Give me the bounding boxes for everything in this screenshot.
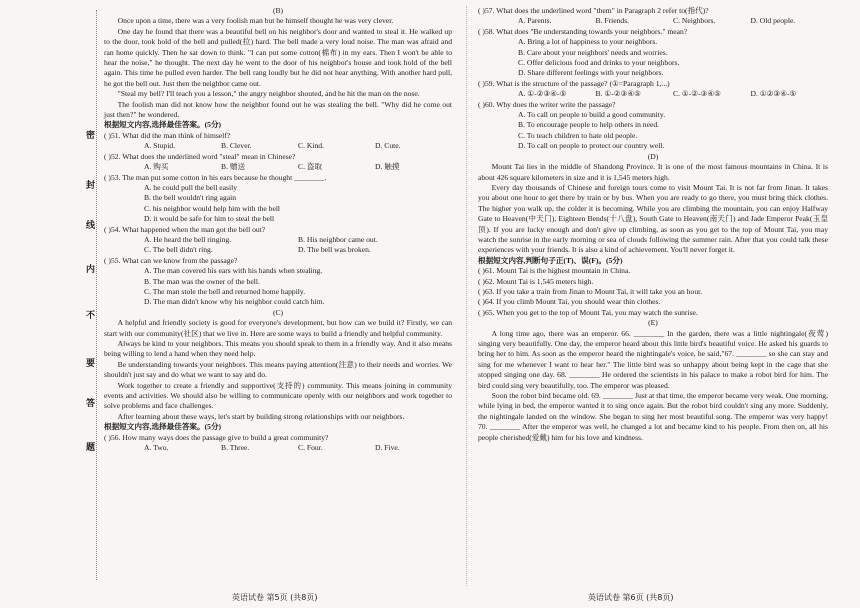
question-63[interactable]: ( )63. If you take a train from Jinan to Mount Tai, it will take you an hour. [478,286,703,296]
instruction-b: 根据短文内容,选择最佳答案。(5分) [104,120,222,130]
option[interactable]: C. Neighbors. [673,16,716,26]
passage-c-p3: Be understanding towards your neighbors. This means paying attention(注意) to their needs and worries. We shouldn't just say and do what we want to say and do. [104,359,452,380]
option[interactable]: D. The man didn't know why his neighbor could catch him. [144,297,325,307]
option[interactable]: C. 盗取 [298,162,323,172]
passage-c-p4: Work together to create a friendly and supportive(支持的) community. This means joining in community events and activities. We should also be willing to communicate openly with our neighbors and work together to solve problems and face challenges. [104,380,452,411]
passage-d-p1: Mount Tai lies in the middle of Shandong Province. It is one of the most famous mountains in China. It is about 426 square kilometers in size and it is 1,545 meters high. [478,162,828,182]
option[interactable]: A. To call on people to build a good community. [518,110,666,120]
options-54 [104,235,452,245]
gutter-char: 线 [86,221,96,231]
question-54: ( )54. What happened when the man got the bell out? [104,224,266,234]
option[interactable]: D. Five. [375,443,400,453]
options-56 [104,443,452,453]
page-footer-left: 英语试卷 第5页 (共8页) [232,593,318,602]
options-59 [478,89,828,99]
page-footer-right: 英语试卷 第6页 (共8页) [588,593,674,602]
option[interactable]: C. Kind. [298,141,324,151]
question-55: ( )55. What can we know from the passage? [104,255,238,265]
option[interactable]: B. The man was the owner of the bell. [144,276,260,286]
right-page [478,6,828,443]
question-52: ( )52. What does the underlined word "steal" mean in Chinese? [104,151,296,161]
question-61[interactable]: ( )61. Mount Tai is the highest mountain in China. [478,266,631,276]
page-divider [466,6,467,586]
instruction-d: 根据短文内容,判断句子正(T)、误(F)。(5分) [478,255,623,265]
option[interactable]: C. ①-②-③④⑤ [673,89,721,99]
question-65[interactable]: ( )65. When you get to the top of Mount Tai, you may watch the sunrise. [478,307,698,317]
passage-c-p2: Always be kind to your neighbors. This means you should speak to them in a friendly way. And it also means being willing to lend a hand when they need help. [104,339,452,359]
question-64[interactable]: ( )64. If you climb Mount Tai, you should wear thin clothes. [478,297,661,307]
option[interactable]: A. Parents. [518,16,552,26]
question-60: ( )60. Why does the writer write the passage? [478,99,616,109]
section-title-e: (E) [648,318,658,328]
option[interactable]: D. Cute. [375,141,401,151]
option[interactable]: C. Four. [298,443,323,453]
options-57 [478,16,828,26]
passage-e-p1: A long time ago, there was an emperor. 66. ________ In the garden, there was a little nightingale(夜莺) singing very beautifully. One day, the emperor heard about this little bird's beautiful voice. He asked his guards to bring her to him. As soon as the emperor heard the nightingale's voice, he said,"67. ________ so she can stay and sing for me whenever I want to hear her." The little bird was so unhappy about being kept in the cage that she stopped singing one day. 68. ________ He ordered the scientists in his palace to make a robot bird for him. The bird could sing very beautifully, too. The emperor was pleased. [478,328,828,390]
option[interactable]: D. 触摸 [375,162,400,172]
option[interactable]: B. To encourage people to help others in need. [518,120,660,130]
option[interactable]: D. Share different feelings with your neighbors. [518,68,664,78]
question-57: ( )57. What does the underlined word "them" in Paragraph 2 refer to(指代)? [478,6,709,15]
option[interactable]: D. Old people. [750,16,796,26]
option[interactable]: A. 购买 [144,162,169,172]
option[interactable]: B. His neighbor came out. [298,234,378,244]
gutter-char: 题 [86,443,96,453]
section-title-d: (D) [647,151,659,161]
options-54b [104,245,452,255]
gutter-char: 内 [86,265,96,275]
option[interactable]: A. Bring a lot of happiness to your neighbors. [518,37,658,47]
option[interactable]: A. Stupid. [144,141,176,151]
option[interactable]: B. Care about your neighbors' needs and worries. [518,47,668,57]
option[interactable]: B. the bell wouldn't ring again [144,193,237,203]
option[interactable]: D. ①②③④-⑤ [750,89,797,99]
option[interactable]: C. To teach children to hate old people. [518,130,638,140]
question-59: ( )59. What is the structure of the passage? (①=Paragraph 1,...) [478,78,670,88]
passage-b-p1: Once upon a time, there was a very foolish man but he himself thought he was very clever. [117,16,394,26]
option[interactable]: D. The bell was broken. [298,245,371,255]
passage-b-p3: "Steal my bell? I'll teach you a lesson," the angry neighbor shouted, and he hit the man on the nose. [117,89,420,99]
seal-line-gutter [68,10,97,580]
options-51 [104,141,452,151]
gutter-char: 封 [86,181,96,191]
option[interactable]: C. The bell didn't ring. [144,245,213,255]
question-56: ( )56. How many ways does the passage give to build a great community? [104,432,329,442]
option[interactable]: B. ①-②③④⑤ [595,89,641,99]
option[interactable]: B. Three. [221,443,250,453]
option[interactable]: D. To call on people to protect our country well. [518,141,665,151]
passage-c-p5: After learning about these ways, let's start by building strong relationships with our neighbors. [117,411,405,421]
option[interactable]: A. ①-②③④-⑤ [518,89,567,99]
option[interactable]: C. The man stole the bell and returned home happily. [144,286,306,296]
section-title-b: (B) [272,6,284,15]
option[interactable]: B. 赠送 [221,162,246,172]
passage-b-p2: One day he found that there was a beautiful bell on his neighbor's door and wanted to steal it. He walked up to the door, took hold of the bell and pulled(拉) hard. The bell made a very loud noise. The man was afraid and ran home quickly. Then he sat down to think. "I can put some cotton(棉布) in my ears. Then I won't be able to hear the noise," he thought. The next day he went to the door of his neighbor's house and took hold of the bell again. This time he pulled even harder. The bell rang loudly but he did not hear anything. With another hard pull, he got the bell out. Just then the neighbor came out. [104,26,452,88]
option[interactable]: A. He heard the bell ringing. [144,234,232,244]
passage-c-p1: A helpful and friendly society is good for everyone's development, but how can we build it? Firstly, we can start with our community(社区) that we live in. Here are some ways to build a friendly and helpful community. [104,318,452,338]
question-53: ( )53. The man put some cotton in his ears because he thought ________. [104,172,327,182]
instruction-c: 根据短文内容,选择最佳答案。(5分) [104,422,222,432]
option[interactable]: C. Offer delicious food and drinks to your neighbors. [518,58,680,68]
option[interactable]: D. it would be safe for him to steal the bell [144,214,275,224]
left-page [104,6,452,453]
passage-b-p4: The foolish man did not know how the neighbor found out he was stealing the bell. "Why did he come out just then?" he wondered. [104,99,452,120]
option[interactable]: A. The man covered his ears with his hands when stealing. [144,266,323,276]
option[interactable]: B. Friends. [595,16,630,26]
gutter-char: 密 [86,131,96,141]
option[interactable]: B. Clever. [221,141,252,151]
gutter-char: 答 [86,399,96,409]
gutter-char: 要 [86,359,96,369]
passage-e-p2: Soon the robot bird became old. 69. ________ Just at that time, the emperor became very weak. One morning, while lying in bed, the emperor wanted it to sing once again. But the robot bird couldn't sing any more. Suddenly, the nightingale landed on the window. She began to sing her most beautiful song. The emperor was very happy! 70. ________ After the emperor was well, he changed a lot and became kind to his people. From then on, all his people cherished(爱戴) him for his love and kindness. [478,391,828,442]
options-52 [104,162,452,172]
option[interactable]: C. his neighbor would help him with the bell [144,203,281,213]
question-58: ( )58. What does "Be understanding towards your neighbors." mean? [478,26,688,36]
passage-d-p2: Every day thousands of Chinese and foreign tours come to visit Mount Tai. It is not far from Jinan. It takes you about one hour to get there by train or by bus. When you are ready to go there, you must bring thick clothes. The higher you walk up, the colder it is becoming. While you are climbing the mountain, you can enjoy Halfway Gate to Heaven(中天门), Eighteen Bends(十八盘), South Gate to Heaven(南天门) and Jade Emperor Peak(玉皇顶). If you are lucky enough and don't give up climbing, as soon as you get to the top of Mount Tai, you may watch the sunrise in the early morning or sea of clouds following the summer rain. After that you could talk these experiences with your friends. It is also a kind of achievement. You'll never forget it. [478,182,828,255]
section-title-c: (C) [272,307,284,317]
question-62[interactable]: ( )62. Mount Tai is 1,545 meters high. [478,276,594,286]
question-51: ( )51. What did the man think of himself? [104,130,231,140]
option[interactable]: A. Two. [144,443,169,453]
gutter-char: 不 [86,311,96,321]
option[interactable]: A. he could pull the bell easily [144,182,238,192]
